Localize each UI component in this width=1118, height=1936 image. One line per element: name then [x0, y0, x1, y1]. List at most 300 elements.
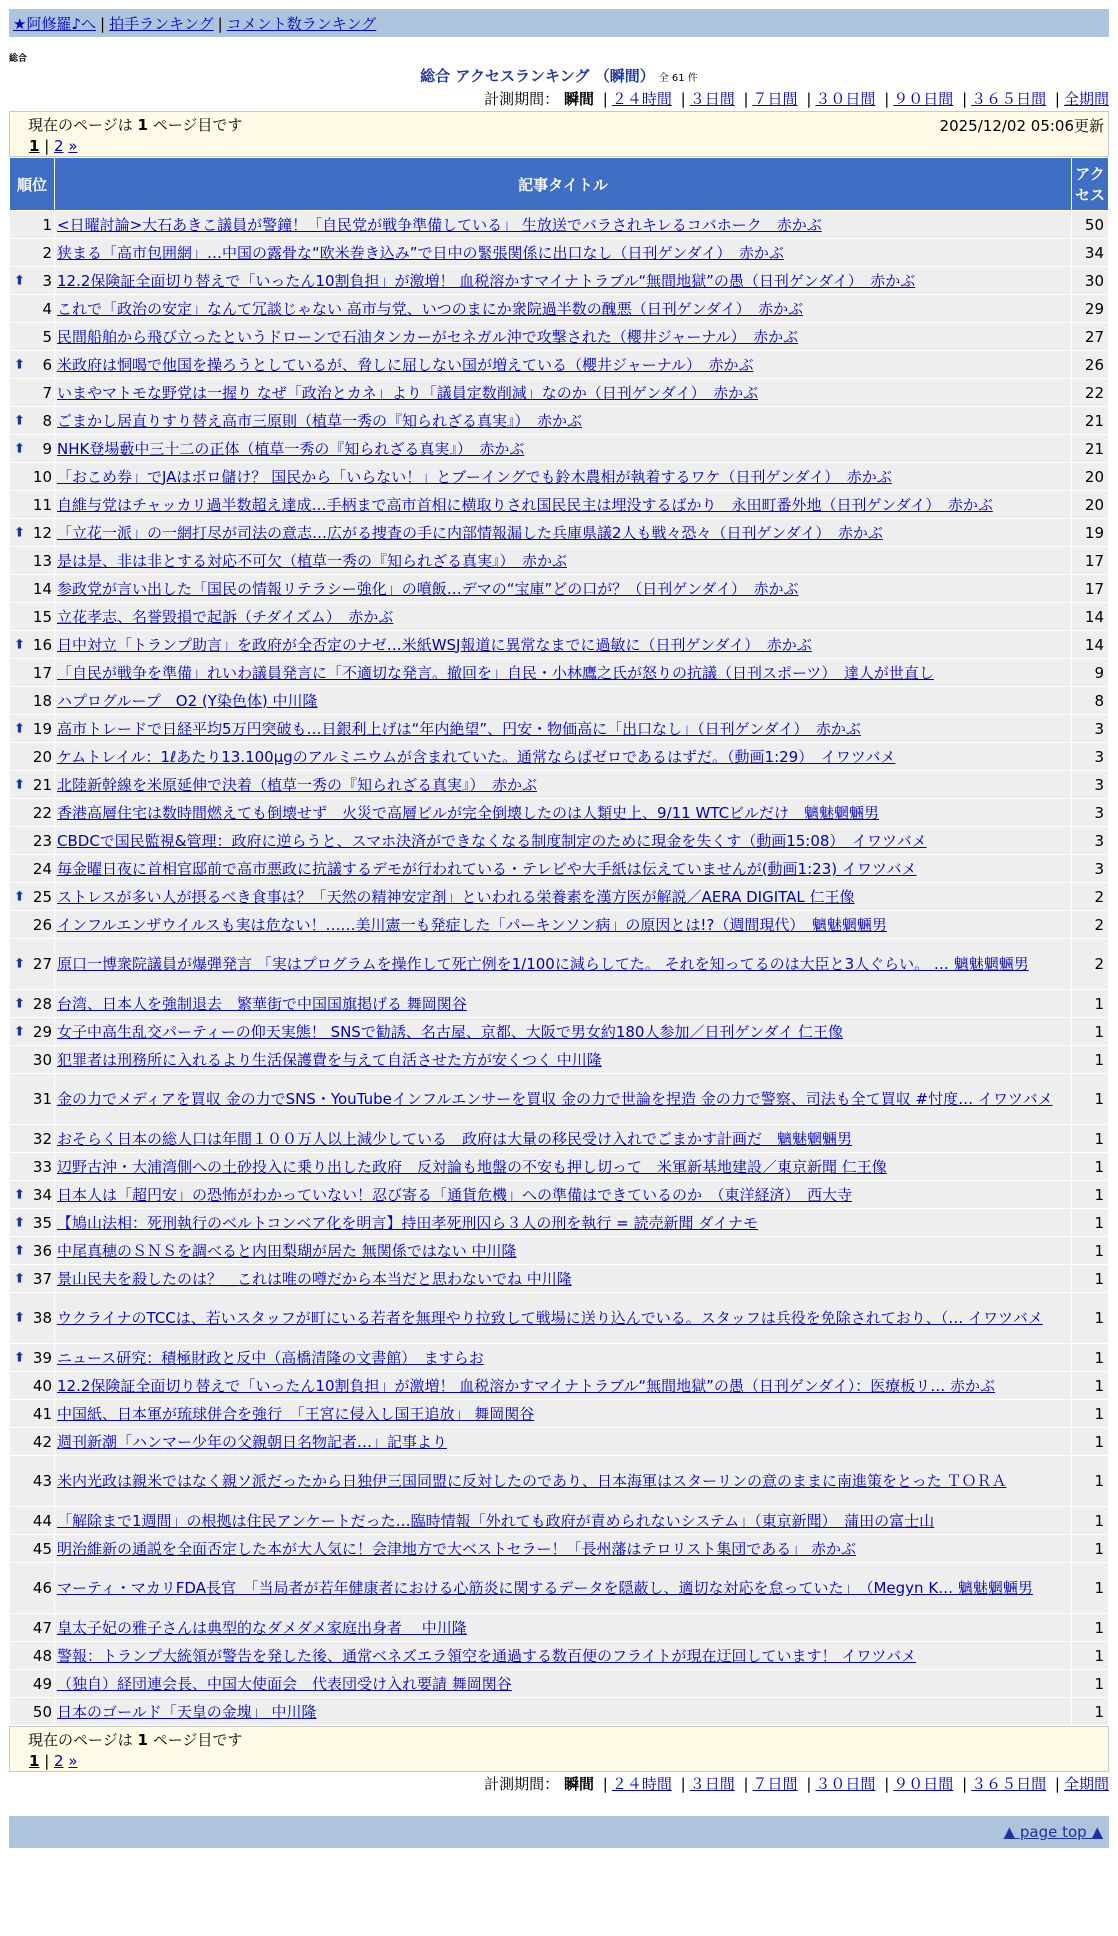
rank-cell — [10, 407, 55, 435]
period-current: 瞬間 — [563, 90, 594, 108]
rank-number: 46 — [32, 1579, 52, 1597]
article-title-link[interactable]: いまやマトモな野党は一握り なぜ「政治とカネ」より「議員定数削減」なのか（日刊ゲンダイ） 赤かぶ — [57, 383, 759, 402]
page-title: 総合 アクセスランキング （瞬間） — [420, 67, 655, 85]
article-title-link[interactable]: 「立花一派」の一網打尽が司法の意志…広がる捜査の手に内部情報漏した兵庫県議2人も戦々恐々（日刊ゲンダイ） 赤かぶ — [57, 523, 883, 542]
access-count: 19 — [1072, 519, 1109, 547]
table-row — [10, 575, 1109, 603]
rank-cell — [10, 1018, 55, 1046]
access-count: 1 — [1072, 1074, 1109, 1125]
period-link-90d[interactable]: ９０日間 — [893, 90, 954, 108]
rank-cell — [10, 1698, 55, 1726]
title-cell — [55, 239, 1072, 267]
rank-cell — [10, 1046, 55, 1074]
page-info-number: 1 — [137, 116, 148, 134]
table-row — [10, 239, 1109, 267]
period-link-24h[interactable]: ２４時間 — [611, 90, 672, 108]
table-row — [10, 1400, 1109, 1428]
table-row — [10, 1507, 1109, 1535]
rank-cell — [10, 519, 55, 547]
access-count: 9 — [1072, 659, 1109, 687]
title-cell — [55, 1372, 1072, 1400]
article-title-link[interactable]: 毎金曜日夜に首相官邸前で高市悪政に抗議するデモが行われている・テレビや大手紙は伝えていませんが(動画1:23) イワツバメ — [57, 859, 917, 878]
rank-cell — [10, 1344, 55, 1372]
rank-number: 37 — [32, 1269, 52, 1288]
title-cell — [55, 743, 1072, 771]
title-cell — [55, 827, 1072, 855]
rank-number: 16 — [32, 635, 52, 654]
title-cell — [55, 799, 1072, 827]
access-count: 2 — [1072, 883, 1109, 911]
title-cell — [55, 1456, 1072, 1507]
rank-number: 15 — [32, 607, 52, 626]
rank-up-arrow-icon: ⬆ — [14, 357, 25, 372]
table-row — [10, 855, 1109, 883]
rank-up-arrow-icon: ⬆ — [14, 956, 25, 972]
nav-separator: | — [100, 15, 106, 33]
pagination-bottom: 1 | 2 » — [29, 1752, 78, 1770]
article-title-link[interactable]: 日本のゴールド「天皇の金塊」 中川隆 — [57, 1702, 317, 1721]
title-cell — [55, 1018, 1072, 1046]
table-row — [10, 1614, 1109, 1642]
page-info-prefix: 現在のページは — [28, 116, 133, 134]
access-count: 1 — [1072, 1372, 1109, 1400]
rank-up-arrow-icon: ⬆ — [14, 525, 25, 540]
article-title-link[interactable]: ハプログループ O2 (Y染色体) 中川隆 — [57, 691, 318, 710]
rank-number: 14 — [32, 579, 52, 598]
page-info-suffix: ページ目です — [152, 1731, 243, 1749]
rank-number: 9 — [42, 439, 52, 458]
pagination-top: 1 | 2 » — [29, 137, 78, 155]
rank-up-arrow-icon: ⬆ — [14, 413, 25, 428]
bottom-bar — [9, 1816, 1109, 1848]
article-title-link[interactable]: 週刊新潮「ハンマー少年の父親朝日名物記者…」記事より — [57, 1432, 448, 1451]
table-row — [10, 267, 1109, 295]
table-row — [10, 1046, 1109, 1074]
table-row — [10, 631, 1109, 659]
table-row — [10, 911, 1109, 939]
access-count: 3 — [1072, 771, 1109, 799]
item-count: 全 61 件 — [658, 73, 698, 84]
article-title-link[interactable]: 狭まる「高市包囲網」…中国の露骨な“欧米巻き込み”で日中の緊張関係に出口なし（日刊ゲンダイ） 赤かぶ — [57, 243, 784, 262]
title-cell — [55, 1074, 1072, 1125]
access-count: 1 — [1072, 1428, 1109, 1456]
page-link-1[interactable]: 1 — [29, 1752, 40, 1770]
article-title-link[interactable]: 「おこめ券」でJAはボロ儲け？ 国民から「いらない！」とブーイングでも鈴木農相が執着するワケ（日刊ゲンダイ） 赤かぶ — [57, 467, 892, 486]
title-cell — [55, 463, 1072, 491]
rank-number: 12 — [32, 523, 52, 542]
rank-number: 4 — [42, 299, 52, 318]
article-title-link[interactable]: 明治維新の通説を全面否定した本が大人気に！会津地方で大ベストセラー！「長州藩はテロリスト集団である」 赤かぶ — [57, 1539, 857, 1558]
rank-number: 10 — [32, 467, 52, 486]
rank-cell — [10, 631, 55, 659]
page-link-2[interactable]: 2 — [54, 1752, 64, 1770]
table-row — [10, 435, 1109, 463]
title-cell — [55, 1344, 1072, 1372]
nav-clap-ranking-link[interactable]: 拍手ランキング — [109, 15, 214, 33]
access-count: 14 — [1072, 631, 1109, 659]
access-count: 1 — [1072, 1670, 1109, 1698]
nav-separator: | — [217, 15, 223, 33]
article-title-link[interactable]: おそらく日本の総人口は年間１００万人以上減少している 政府は大量の移民受け入れでごまかす計画だ 魑魅魍魎男 — [57, 1129, 853, 1148]
period-link-3d[interactable]: ３日間 — [689, 1775, 735, 1793]
period-link-30d[interactable]: ３０日間 — [815, 90, 876, 108]
access-count: 1 — [1072, 1507, 1109, 1535]
rank-cell — [10, 883, 55, 911]
rank-cell — [10, 575, 55, 603]
rank-cell — [10, 1614, 55, 1642]
article-title-link[interactable]: 「解除まで1週間」の根拠は住民アンケートだった…臨時情報「外れても政府が責められないシステム」（東京新聞） 蒲田の富士山 — [57, 1511, 935, 1530]
table-row — [10, 1456, 1109, 1507]
title-cell — [55, 1428, 1072, 1456]
access-count: 1 — [1072, 1181, 1109, 1209]
title-cell — [55, 855, 1072, 883]
access-count: 29 — [1072, 295, 1109, 323]
rank-cell — [10, 351, 55, 379]
access-count: 1 — [1072, 1614, 1109, 1642]
table-row — [10, 1535, 1109, 1563]
table-row — [10, 687, 1109, 715]
article-title-link[interactable]: 女子中高生乱交パーティーの仰天実態！ SNSで勧誘、名古屋、京都、大阪で男女約180人参加／日刊ゲンダイ 仁王像 — [57, 1022, 844, 1041]
article-title-link[interactable]: 12.2保険証全面切り替えで「いったん10割負担」が激増！ 血税溶かすマイナトラブル“無間地獄”の愚（日刊ゲンダイ）：医療板リ… 赤かぶ — [57, 1376, 995, 1395]
period-selector-top: 計測期間： 瞬間 | ２４時間 | ３日間 | ７日間 | ３０日間 | ９０日間 | ３６５日間 | 全期間 — [484, 90, 1109, 108]
article-title-link[interactable]: 中国紙、日本軍が琉球併合を強行 「王宮に侵入し国王追放」 舞岡関谷 — [57, 1404, 535, 1423]
title-cell — [55, 1400, 1072, 1428]
title-cell — [55, 1153, 1072, 1181]
title-cell — [55, 211, 1072, 239]
article-title-link[interactable]: 皇太子妃の雅子さんは典型的なダメダメ家庭出身者 中川隆 — [57, 1618, 467, 1637]
period-link-7d[interactable]: ７日間 — [752, 1775, 798, 1793]
rank-cell — [10, 715, 55, 743]
title-cell — [55, 1209, 1072, 1237]
article-title-link[interactable]: ごまかし居直りすり替え高市三原則（植草一秀の『知られざる真実』） 赤かぶ — [57, 411, 583, 430]
title-cell — [55, 687, 1072, 715]
rank-cell — [10, 1563, 55, 1614]
rank-cell — [10, 1293, 55, 1344]
table-row — [10, 1018, 1109, 1046]
rank-up-arrow-icon: ⬆ — [14, 273, 25, 288]
article-title-link[interactable]: NHK登場藪中三十二の正体（植草一秀の『知られざる真実』） 赤かぶ — [57, 439, 525, 458]
rank-cell — [10, 1265, 55, 1293]
access-count: 34 — [1072, 239, 1109, 267]
rank-up-arrow-icon: ⬆ — [14, 889, 25, 904]
article-title-link[interactable]: 【鳩山法相：死刑執行のベルトコンベア化を明言】持田孝死刑囚ら３人の刑を執行 = 読売新聞 ダイナモ — [57, 1213, 758, 1232]
period-current: 瞬間 — [563, 1775, 594, 1793]
table-row — [10, 491, 1109, 519]
rank-cell — [10, 990, 55, 1018]
next-page-link[interactable]: » — [68, 137, 78, 155]
table-row — [10, 1428, 1109, 1456]
article-title-link[interactable]: 参政党が言い出した「国民の情報リテラシー強化」の噴飯…デマの“宝庫”どの口が？（日刊ゲンダイ） 赤かぶ — [57, 579, 799, 598]
rank-cell — [10, 1428, 55, 1456]
rank-cell — [10, 239, 55, 267]
rank-cell — [10, 379, 55, 407]
header-title: 記事タイトル — [55, 158, 1072, 211]
table-row — [10, 295, 1109, 323]
ranking-table — [9, 157, 1109, 1726]
period-link-all[interactable]: 全期間 — [1063, 1775, 1109, 1793]
rank-cell — [10, 1074, 55, 1125]
rank-number: 3 — [42, 271, 52, 290]
access-count: 3 — [1072, 827, 1109, 855]
access-count: 1 — [1072, 1400, 1109, 1428]
title-cell — [55, 267, 1072, 295]
table-row — [10, 1237, 1109, 1265]
access-count: 1 — [1072, 1125, 1109, 1153]
access-count: 30 — [1072, 267, 1109, 295]
access-count: 20 — [1072, 463, 1109, 491]
access-count: 27 — [1072, 323, 1109, 351]
period-label: 計測期間： — [484, 1775, 560, 1793]
period-link-all[interactable]: 全期間 — [1063, 90, 1109, 108]
rank-number: 28 — [32, 994, 52, 1013]
period-link-7d[interactable]: ７日間 — [752, 90, 798, 108]
period-link-3d[interactable]: ３日間 — [689, 90, 735, 108]
rank-up-arrow-icon: ⬆ — [14, 1243, 25, 1258]
rank-number: 32 — [32, 1129, 52, 1148]
period-link-365d[interactable]: ３６５日間 — [971, 1775, 1047, 1793]
article-title-link[interactable]: 高市トレードで日経平均5万円突破も…日銀利上げは“年内絶望”、円安・物価高に「出口なし」（日刊ゲンダイ） 赤かぶ — [57, 719, 861, 738]
title-cell — [55, 1698, 1072, 1726]
article-title-link[interactable]: 民間船舶から飛び立ったというドローンで石油タンカーがセネガル沖で攻撃された（櫻井ジャーナル） 赤かぶ — [57, 327, 799, 346]
access-count: 2 — [1072, 939, 1109, 990]
title-cell — [55, 547, 1072, 575]
article-title-link[interactable]: マーティ・マカリFDA長官 「当局者が若年健康者における心筋炎に関するデータを隠蔽し、適切な対応を怠っていた」 （Megyn K… 魑魅魍魎男 — [57, 1579, 1033, 1597]
title-cell — [55, 1642, 1072, 1670]
title-cell — [55, 1535, 1072, 1563]
rank-cell — [10, 1372, 55, 1400]
article-title-link[interactable]: 犯罪者は刑務所に入れるより生活保護費を与えて自活させた方が安くつく 中川隆 — [57, 1050, 602, 1069]
table-row — [10, 939, 1109, 990]
title-cell — [55, 323, 1072, 351]
article-title-link[interactable]: <日曜討論>大石あきこ議員が警鐘！「自民党が戦争準備している」 生放送でバラされキレるコバホーク 赤かぶ — [57, 215, 822, 234]
period-link-365d[interactable]: ３６５日間 — [971, 90, 1047, 108]
title-cell — [55, 631, 1072, 659]
access-count: 20 — [1072, 491, 1109, 519]
rank-number: 26 — [32, 915, 52, 934]
article-title-link[interactable]: 金の力でメディアを買収 金の力でSNS・YouTubeインフルエンサーを買収 金の力で世論を捏造 金の力で警察、司法も全て買収 #忖度… イワツバメ — [57, 1090, 1053, 1108]
table-row — [10, 1642, 1109, 1670]
top-nav-bar — [9, 9, 1109, 37]
article-title-link[interactable]: 日本人は「超円安」の恐怖がわかっていない！忍び寄る「通貨危機」への準備はできているのか （東洋経済） 西大寺 — [57, 1185, 853, 1204]
rank-cell — [10, 603, 55, 631]
access-count: 1 — [1072, 1153, 1109, 1181]
rank-number: 33 — [32, 1157, 52, 1176]
table-row — [10, 323, 1109, 351]
rank-number: 27 — [32, 955, 52, 973]
rank-cell — [10, 911, 55, 939]
rank-cell — [10, 743, 55, 771]
article-title-link[interactable]: ニュース研究：積極財政と反中（高橋清隆の文書館） ますらお — [57, 1348, 484, 1367]
access-count: 21 — [1072, 407, 1109, 435]
rank-cell — [10, 855, 55, 883]
title-cell — [55, 491, 1072, 519]
rank-cell — [10, 267, 55, 295]
article-title-link[interactable]: 「自民が戦争を準備」れいわ議員発言に「不適切な発言。撤回を」自民・小林鷹之氏が怒りの抗議（日刊スポーツ） 達人が世直し — [57, 663, 934, 682]
access-count: 3 — [1072, 855, 1109, 883]
nav-comment-ranking-link[interactable]: コメント数ランキング — [226, 15, 377, 33]
title-cell — [55, 1237, 1072, 1265]
article-title-link[interactable]: 景山民夫を殺したのは？＿これは唯の噂だから本当だと思わないでね 中川隆 — [57, 1269, 572, 1288]
rank-number: 44 — [32, 1511, 52, 1530]
table-row — [10, 519, 1109, 547]
article-title-link[interactable]: ストレスが多い人が摂るべき食事は？「天然の精神安定剤」といわれる栄養素を漢方医が解説／AERA DIGITAL 仁王像 — [57, 887, 855, 906]
rank-number: 7 — [42, 383, 52, 402]
rank-number: 50 — [32, 1702, 52, 1721]
title-cell — [55, 1181, 1072, 1209]
period-link-90d[interactable]: ９０日間 — [893, 1775, 954, 1793]
rank-number: 24 — [32, 859, 52, 878]
article-title-link[interactable]: 中尾真穂のＳＮＳを調べると内田梨瑚が居た 無関係ではない 中川隆 — [57, 1241, 517, 1260]
access-count: 1 — [1072, 1265, 1109, 1293]
article-title-link[interactable]: 12.2保険証全面切り替えで「いったん10割負担」が激増！ 血税溶かすマイナトラブル“無間地獄”の愚（日刊ゲンダイ） 赤かぶ — [57, 271, 916, 290]
title-cell — [55, 990, 1072, 1018]
rank-cell — [10, 1153, 55, 1181]
rank-cell — [10, 1642, 55, 1670]
rank-up-arrow-icon: ⬆ — [14, 1187, 25, 1202]
rank-cell — [10, 547, 55, 575]
period-selector-bottom: 計測期間： 瞬間 | ２４時間 | ３日間 | ７日間 | ３０日間 | ９０日間 | ３６５日間 | 全期間 — [484, 1775, 1109, 1793]
rank-number: 1 — [42, 215, 52, 234]
table-row — [10, 715, 1109, 743]
article-title-link[interactable]: これで「政治の安定」なんて冗談じゃない 高市与党、いつのまにか衆院過半数の醜悪（日刊ゲンダイ） 赤かぶ — [57, 299, 804, 318]
rank-number: 20 — [32, 747, 52, 766]
rank-cell — [10, 1125, 55, 1153]
article-title-link[interactable]: 辺野古沖・大浦湾側への土砂投入に乗り出した政府 反対論も地盤の不安も押し切って 米軍新基地建設／東京新聞 仁王像 — [57, 1157, 887, 1176]
access-count: 1 — [1072, 1046, 1109, 1074]
table-row — [10, 883, 1109, 911]
page-info-bottom — [9, 1726, 1109, 1772]
table-row — [10, 1265, 1109, 1293]
article-title-link[interactable]: 立花孝志、名誉毀損で起訴（チダイズム） 赤かぶ — [57, 607, 394, 626]
rank-number: 19 — [32, 719, 52, 738]
access-count: 1 — [1072, 1642, 1109, 1670]
article-title-link[interactable]: 自維与党はチャッカリ過半数超え達成…手柄まで高市首相に横取りされ国民民主は埋没するばかり 永田町番外地（日刊ゲンダイ） 赤かぶ — [57, 495, 993, 514]
title-cell — [55, 659, 1072, 687]
rank-cell — [10, 295, 55, 323]
rank-up-arrow-icon: ⬆ — [14, 637, 25, 652]
page-link-1[interactable]: 1 — [29, 137, 40, 155]
table-row — [10, 827, 1109, 855]
article-title-link[interactable]: 米内光政は親米ではなく親ソ派だったから日独伊三国同盟に反対したのであり、日本海軍はスターリンの意のままに南進策をとった ＴＯＲＡ — [57, 1472, 1007, 1490]
rank-number: 17 — [32, 663, 52, 682]
rank-number: 38 — [32, 1309, 52, 1327]
rank-number: 23 — [32, 831, 52, 850]
article-title-link[interactable]: 警報：トランプ大統領が警告を発した後、通常ベネズエラ領空を通過する数百便のフライトが現在迂回しています！ イワツバメ — [57, 1646, 917, 1665]
article-title-link[interactable]: （独自）経団連会長、中国大使面会 代表団受け入れ要請 舞岡関谷 — [57, 1674, 512, 1693]
rank-cell — [10, 1237, 55, 1265]
table-row — [10, 211, 1109, 239]
article-title-link[interactable]: CBDCで国民監視&管理：政府に逆らうと、スマホ決済ができなくなる制度制定のために現金を失くす（動画15:08） イワツバメ — [57, 831, 927, 850]
page-top-link[interactable]: ▲ page top ▲ — [1003, 1823, 1103, 1841]
table-row — [10, 1181, 1109, 1209]
table-row — [10, 1125, 1109, 1153]
table-row — [10, 799, 1109, 827]
title-cell — [55, 1614, 1072, 1642]
period-link-30d[interactable]: ３０日間 — [815, 1775, 876, 1793]
rank-cell — [10, 435, 55, 463]
rank-number: 39 — [32, 1348, 52, 1367]
title-cell — [55, 1046, 1072, 1074]
header-access: アクセス — [1072, 158, 1109, 211]
article-title-link[interactable]: 日中対立「トランプ助言」を政府が全否定のナゼ…米紙WSJ報道に異常なまでに過敏に（日刊ゲンダイ） 赤かぶ — [57, 635, 812, 654]
rank-up-arrow-icon: ⬆ — [14, 1215, 25, 1230]
access-count: 14 — [1072, 603, 1109, 631]
table-row — [10, 990, 1109, 1018]
table-row — [10, 771, 1109, 799]
table-row — [10, 743, 1109, 771]
rank-cell — [10, 687, 55, 715]
table-row — [10, 1344, 1109, 1372]
rank-number: 31 — [32, 1090, 52, 1108]
access-count: 3 — [1072, 743, 1109, 771]
access-count: 17 — [1072, 547, 1109, 575]
article-title-link[interactable]: 米政府は恫喝で他国を操ろうとしているが、脅しに屈しない国が増えている（櫻井ジャーナル） 赤かぶ — [57, 355, 754, 374]
table-row — [10, 1074, 1109, 1125]
rank-cell — [10, 1507, 55, 1535]
table-row — [10, 659, 1109, 687]
article-title-link[interactable]: 原口一博衆院議員が爆弾発言 「実はプログラムを操作して死亡例を1/100に減らしてた。 それを知ってるのは大臣と3人ぐらい。 … 魑魅魍魎男 — [57, 955, 1029, 973]
title-cell — [55, 715, 1072, 743]
next-page-link[interactable]: » — [68, 1752, 78, 1770]
page-link-2[interactable]: 2 — [54, 137, 64, 155]
page-info-suffix: ページ目です — [152, 116, 243, 134]
table-row — [10, 1670, 1109, 1698]
page-info-prefix: 現在のページは — [28, 1731, 133, 1749]
article-title-link[interactable]: 台湾、日本人を強制退去 繁華街で中国国旗掲げる 舞岡関谷 — [57, 994, 467, 1013]
rank-cell — [10, 491, 55, 519]
rank-number: 13 — [32, 551, 52, 570]
table-row — [10, 547, 1109, 575]
rank-cell — [10, 1535, 55, 1563]
rank-cell — [10, 1456, 55, 1507]
article-title-link[interactable]: ウクライナのTCCは、若いスタッフが町にいる若者を無理やり拉致して戦場に送り込んでいる。スタッフは兵役を免除されており、（… イワツバメ — [57, 1309, 1043, 1327]
table-row — [10, 1153, 1109, 1181]
period-link-24h[interactable]: ２４時間 — [611, 1775, 672, 1793]
title-cell — [55, 883, 1072, 911]
access-count: 1 — [1072, 1698, 1109, 1726]
rank-number: 2 — [42, 243, 52, 262]
rank-number: 8 — [42, 411, 52, 430]
nav-home-link[interactable]: ★阿修羅♪へ — [13, 15, 97, 33]
table-row — [10, 463, 1109, 491]
rank-up-arrow-icon: ⬆ — [14, 777, 25, 792]
rank-number: 40 — [32, 1376, 52, 1395]
article-title-link[interactable]: 北陸新幹線を米原延伸で決着（植草一秀の『知られざる真実』） 赤かぶ — [57, 775, 538, 794]
access-count: 1 — [1072, 1018, 1109, 1046]
rank-cell — [10, 1670, 55, 1698]
title-cell — [55, 1125, 1072, 1153]
article-title-link[interactable]: 香港高層住宅は数時間燃えても倒壊せず 火災で高層ビルが完全倒壊したのは人類史上、9/11 WTCビルだけ 魑魅魍魎男 — [57, 803, 880, 822]
title-cell — [55, 603, 1072, 631]
page-info-top — [9, 111, 1109, 157]
title-cell — [55, 911, 1072, 939]
access-count: 3 — [1072, 715, 1109, 743]
access-count: 1 — [1072, 1563, 1109, 1614]
rank-number: 49 — [32, 1674, 52, 1693]
article-title-link[interactable]: インフルエンザウイルスも実は危ない！……美川憲一も発症した「パーキンソン病」の原因とは!?（週間現代） 魑魅魍魎男 — [57, 915, 887, 934]
access-count: 26 — [1072, 351, 1109, 379]
title-cell — [55, 1507, 1072, 1535]
article-title-link[interactable]: ケムトレイル：1ℓあたり13.100μgのアルミニウムが含まれていた。通常ならばゼロであるはずだ。（動画1:29） イワツバメ — [57, 747, 896, 766]
rank-number: 29 — [32, 1022, 52, 1041]
table-row — [10, 1563, 1109, 1614]
title-cell — [55, 1265, 1072, 1293]
article-title-link[interactable]: 是は是、非は非とする対応不可欠（植草一秀の『知られざる真実』） 赤かぶ — [57, 551, 568, 570]
table-row — [10, 379, 1109, 407]
rank-number: 45 — [32, 1539, 52, 1558]
rank-number: 47 — [32, 1618, 52, 1637]
rank-number: 30 — [32, 1050, 52, 1069]
